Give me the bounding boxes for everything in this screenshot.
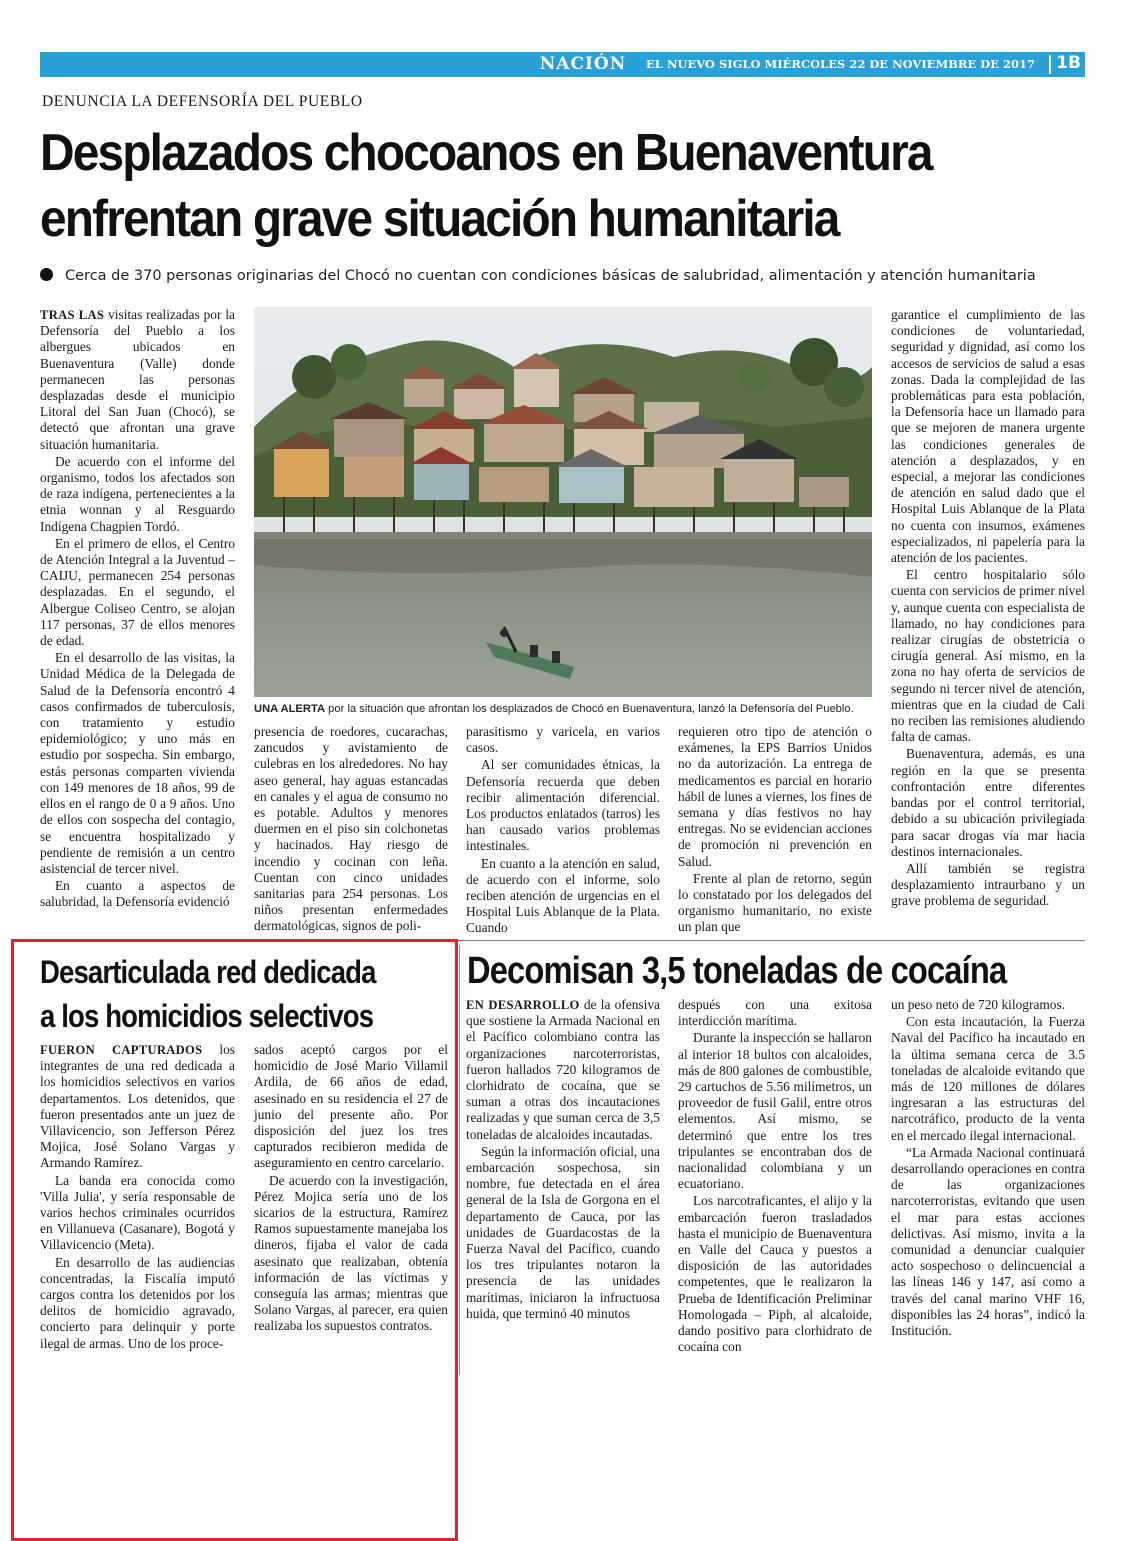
- kicker: DENUNCIA LA DEFENSORÍA DEL PUEBLO: [42, 93, 363, 110]
- paragraph: después con una exitosa interdicción marítima.: [678, 997, 872, 1029]
- main-story-column-1: [40, 307, 235, 912]
- paragraph: En desarrollo de las audiencias concentradas, la Fiscalía imputó cargos contra los detenidos por los delitos de homicidio agravado, concierto para delinquir y porte ilegal de armas. Uno de los proce-: [40, 1254, 235, 1351]
- divider: [1049, 55, 1051, 74]
- main-story-column-3: [466, 724, 660, 938]
- main-story-column-4: [678, 724, 872, 937]
- paragraph: Frente al plan de retorno, según lo constatado por los delegados del organismo humanitario, no existe un plan que: [678, 870, 872, 935]
- news-photo-stilt-houses: [254, 307, 872, 697]
- main-story-column-5: [891, 307, 1085, 911]
- paragraph: requieren otro tipo de atención o exámenes, la EPS Barrios Unidos no da autorización. La entrega de medicamentos es parcial en horario hábil de lunes a viernes, los fines de semana y días festivos no hay entregas. No se evidencian acciones de promoción ni prevención en Salud.: [678, 724, 872, 869]
- paragraph: parasitismo y varicela, en varios casos.: [466, 724, 660, 756]
- story3-headline: Decomisan 3,5 toneladas de cocaína: [467, 950, 1007, 992]
- caption-lead: UNA ALERTA: [254, 703, 326, 715]
- story2-headline-line-1: Desarticulada red dedicada: [40, 954, 376, 990]
- paragraph: En cuanto a la atención en salud, de acuerdo con el informe, solo reciben atención de urgencias en el Hospital Luis Ablanque de la Plata. Cuando: [466, 855, 660, 936]
- lead-in: FUERON CAPTURADOS: [40, 1043, 203, 1057]
- paragraph: En el primero de ellos, el Centro de Atención Integral a la Juventud – CAIJU, permanecen 254 personas desplazadas. En el segundo, el Albergue Coliseo Centro, se alojan 117 personas, 37 de ellos menores de edad.: [40, 535, 235, 649]
- story3-column-1: [466, 997, 660, 1323]
- photo-illustration: [254, 307, 872, 697]
- main-headline: [40, 120, 1015, 252]
- story3-column-3: [891, 997, 1085, 1340]
- bullet-icon: [40, 268, 53, 281]
- paragraph: En el desarrollo de las visitas, la Unidad Médica de la Delegada de Salud de la Defensoría encontró 4 casos confirmados de tuberculosis, con tratamiento y estudio epidemiológico; y uno más en estudio por sospecha. Sin embargo, estás personas comparten vivienda con 149 menores de 18 años, 99 de ellos en el rango de 0 a 9 años. Uno de ellos con sospecha del contagio, se encuentra hospitalizado y pendiente de remisión a un centro asistencial de tercer nivel.: [40, 650, 235, 876]
- subheadline-text: Cerca de 370 personas originarias del Chocó no cuentan con condiciones básicas de salubridad, alimentación y atención humanitaria: [65, 268, 1036, 284]
- paragraph: EN DESARROLLO de la ofensiva que sostiene la Armada Nacional en el Pacífico colombiano contra las organizaciones narcoterroristas, fueron hallados 720 kilogramos de clorhidrato de cocaína, que se suman a otras dos incautaciones realizadas y que suman cerca de 3,5 toneladas de alcaloides incautadas.: [466, 997, 660, 1142]
- story2-headline: [40, 950, 418, 1038]
- paragraph: Al ser comunidades étnicas, la Defensoría recuerda que deben recibir alimentación diferencial. Los productos enlatados (tarros) les han causado varios problemas intestinales.: [466, 757, 660, 854]
- story2-column-1: [40, 1042, 235, 1353]
- main-story-column-2: [254, 724, 448, 936]
- paragraph: En cuanto a aspectos de salubridad, la Defensoría evidenció: [40, 878, 235, 910]
- section-header-bar: [40, 52, 1085, 77]
- paragraph: Allí también se registra desplazamiento intraurbano y un grave problema de seguridad.: [891, 860, 1085, 909]
- paragraph: presencia de roedores, cucarachas, zancudos y avistamiento de culebras en los alrededores. No hay aseo general, hay aguas estancadas en canales y el agua de consumo no es potable. Adultos y menores duermen en el piso sin colchonetas y hacinados. Hay riesgo de incendio y cocinan con leña. Cuentan con cinco unidades sanitarias para 254 personas. Los niños presentan enfermedades dermatológicas, signos de poli-: [254, 724, 448, 934]
- paragraph: Con esta incautación, la Fuerza Naval del Pacífico ha incautado en la última semana cerca de 3.5 toneladas de alcaloide evitando que más de 120 millones de dólares ingresaran a las estructuras del narcotráfico, producto de la venta en el mercado ilegal internacional.: [891, 1014, 1085, 1143]
- paragraph: El centro hospitalario sólo cuenta con servicios de primer nivel y, aunque cuenta con especialista de llamado, no hay condiciones para realizar cirugías de obstetricia o cirugía general. Así mismo, en la zona no hay oferta de servicios de segundo ni tercer nivel de atención, mientras que en la ciudad de Cali no reciben las remisiones aludiendo falta de camas.: [891, 567, 1085, 745]
- story3-column-2: [678, 997, 872, 1356]
- caption-text: por la situación que afrontan los desplazados de Chocó en Buenaventura, lanzó la Defensoría del Pueblo.: [325, 703, 854, 715]
- section-name: NACIÓN: [539, 54, 627, 74]
- publication-date: EL NUEVO SIGLO MIÉRCOLES 22 DE NOVIEMBRE DE 2017: [646, 57, 1035, 71]
- paragraph: un peso neto de 720 kilogramos.: [891, 997, 1066, 1012]
- subheadline: [40, 268, 1100, 284]
- headline-line-2: enfrentan grave situación humanitaria: [40, 190, 839, 248]
- paragraph: garantice el cumplimiento de las condiciones de voluntariedad, seguridad y dignidad, así como los accesos de servicios de salud a esas zonas. Dada la complejidad de las problemáticas para esta población, la Defensoría hace un llamado para que se mejoren de manera urgente las condiciones generales de atención a desplazados, y en especial, a mejorar las condiciones de atención en salud dado que el Hospital Luis Ablanque de la Plata no cuenta con insumos, exámenes especializados, ni papelería para la atención de los pacientes.: [891, 307, 1085, 566]
- page-number: 1B: [1056, 53, 1081, 73]
- headline-line-1: Desplazados chocoanos en Buenaventura: [40, 124, 932, 182]
- paragraph: FUERON CAPTURADOS los integrantes de una red dedicada a los homicidios selectivos en varios departamentos. Los detenidos, que fueron presentados ante un juez de Villavicencio, son Jefferson Pérez Mojica, José Solano Vargas y Armando Ramírez.: [40, 1042, 235, 1171]
- paragraph: “La Armada Nacional continuará desarrollando operaciones en contra de las organizaciones narcoterroristas, evitando que usen el mar para estas acciones delictivas. Así mismo, invita a la comunidad a denunciar cualquier acto sospechoso o delincuencial a las líneas 146 y 147, así como a través del canal marino VHF 16, disponibles las 24 horas”, indicó la Institución.: [891, 1144, 1085, 1339]
- paragraph: Durante la inspección se hallaron al interior 18 bultos con alcaloides, más de 800 galones de combustible, 29 cartuchos de 5.56 milímetros, un proveedor de fusil Galil, entre otros elementos. Así mismo, se determinó que entre los tres tripulantes se encontraban dos de nacionalidad colombiana y un ecuatoriano.: [678, 1030, 872, 1192]
- lead-in: TRAS LAS: [40, 308, 105, 322]
- column-divider: [459, 945, 460, 1375]
- paragraph: De acuerdo con el informe del organismo, todos los afectados son de raza indígena, pertenecientes a la etnia wonnan y al Resguardo Indígena Chagpien Tordó.: [40, 453, 235, 534]
- lead-in: EN DESARROLLO: [466, 998, 580, 1012]
- story2-headline-line-2: a los homicidios selectivos: [40, 998, 374, 1034]
- story2-column-2: [254, 1042, 448, 1336]
- paragraph: TRAS LAS visitas realizadas por la Defensoría del Pueblo a los albergues ubicados en Buenaventura (Valle) donde permanecen las personas desplazadas desde el municipio Litoral del San Juan (Chocó), se detectó que afrontan una grave situación humanitaria.: [40, 307, 235, 452]
- paragraph: Los narcotraficantes, el alijo y la embarcación fueron trasladados hasta el municipio de Buenaventura en Valle del Cauca y puestos a disposición de las autoridades competentes, que le realizaron la Prueba de Identificación Preliminar Homologada – Piph, al alcaloide, dando positivo para clorhidrato de cocaína con: [678, 1193, 872, 1355]
- paragraph: La banda era conocida como 'Villa Julia', y sería responsable de varios hechos criminales ocurridos en Villanueva (Casanare), Bogotá y Villavicencio (Meta).: [40, 1172, 235, 1253]
- photo-caption: [254, 702, 874, 716]
- paragraph: De acuerdo con la investigación, Pérez Mojica sería uno de los sicarios de la estructura, Ramírez Ramos supuestamente manejaba los dineros, fijaba el valor de cada asesinato que realizaban, obtenía información de las víctimas y conseguía las armas; mientras que Solano Vargas, al parecer, era quien realizaba los supuestos contratos.: [254, 1172, 448, 1334]
- paragraph: sados aceptó cargos por el homicidio de José Mario Villamil Ardila, de 66 años de edad, asesinado en su residencia el 27 de junio del presente año. Por disposición del juez los tres capturados recibieron medida de aseguramiento en centro carcelario.: [254, 1042, 448, 1171]
- paragraph: Según la información oficial, una embarcación sospechosa, sin nombre, fue detectada en el área general de la Isla de Gorgona en el departamento de Cauca, por las unidades de Guardacostas de la Fuerza Naval del Pacífico, cuando los tres tripulantes notaron la presencia de las unidades marítimas, iniciaron la infructuosa huida, que terminó 40 minutos: [466, 1143, 660, 1321]
- paragraph: Buenaventura, además, es una región en la que se presenta confrontación entre diferentes bandas por el control territorial, debido a su ubicación privilegiada para sacar drogas vía mar hacia destinos internacionales.: [891, 746, 1085, 859]
